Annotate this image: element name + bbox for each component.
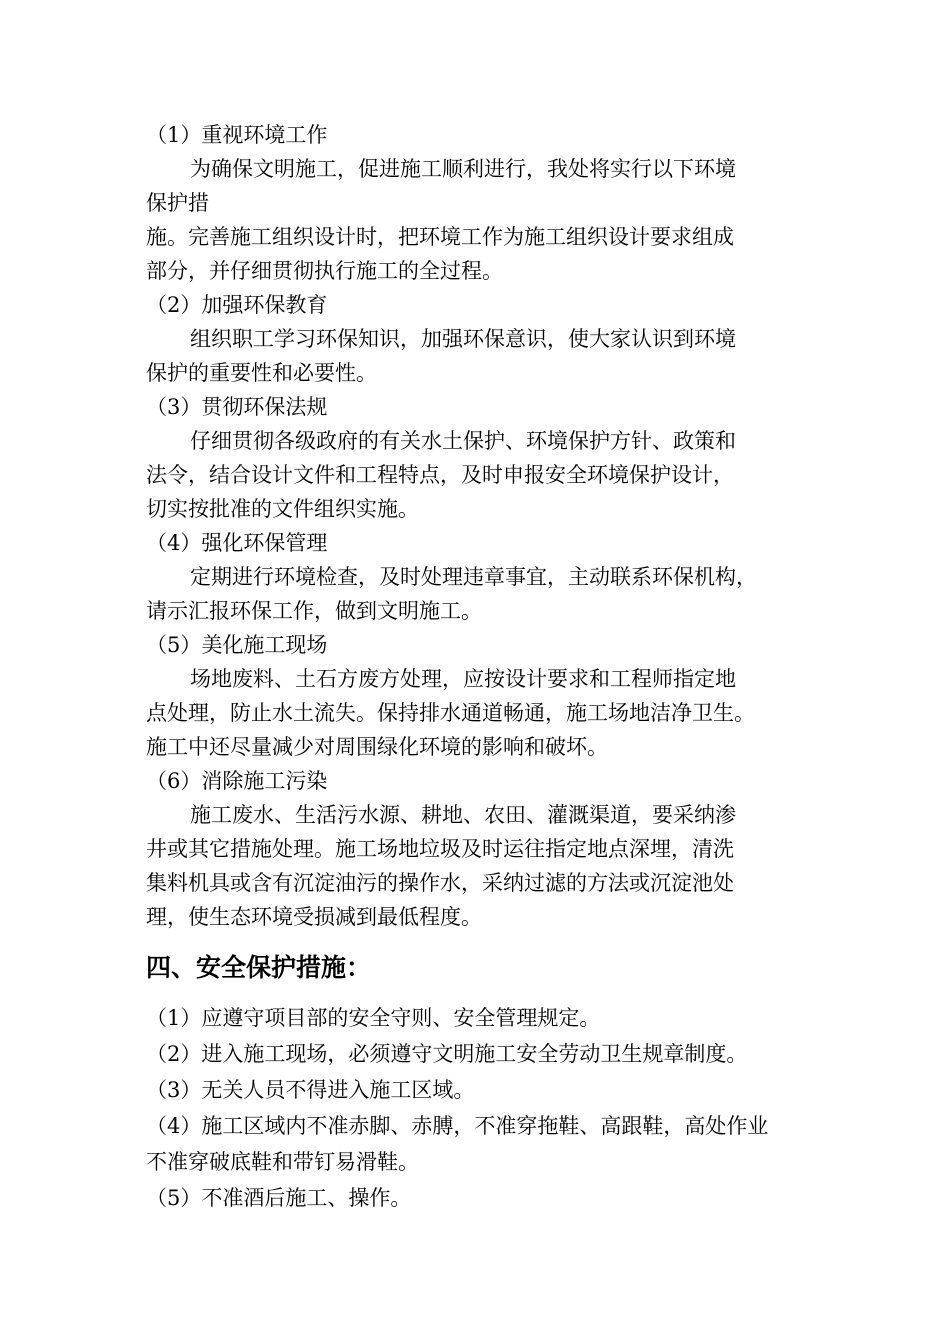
safety-item-line: 不准穿破底鞋和带钉易滑鞋。 [146, 1150, 419, 1174]
safety-section-title: 四、安全保护措施： [146, 953, 372, 982]
paragraph-line: 集料机具或含有沉淀油污的操作水，采纳过滤的方法或沉淀池处 [146, 871, 734, 895]
env-section-5 [146, 628, 810, 764]
env-section-2 [146, 288, 810, 390]
safety-item-5 [146, 1180, 810, 1216]
section-heading: （2）加强环保教育 [146, 293, 328, 317]
paragraph-line: 点处理，防止水土流失。保持排水通道畅通，施工场地洁净卫生。 [146, 701, 755, 725]
section-paragraph [146, 662, 810, 764]
safety-item-line: （2）进入施工现场，必须遵守文明施工安全劳动卫生规章制度。 [146, 1042, 748, 1066]
section-heading: （5）美化施工现场 [146, 633, 328, 657]
section-paragraph [146, 424, 810, 526]
safety-item-3 [146, 1072, 810, 1108]
paragraph-line: 请示汇报环保工作，做到文明施工。 [146, 599, 482, 623]
section-paragraph [146, 798, 810, 934]
safety-item-1 [146, 1000, 810, 1036]
paragraph-line: 为确保文明施工，促进施工顺利进行，我处将实行以下环境 [190, 157, 736, 181]
section-paragraph [146, 152, 810, 288]
paragraph-line: 法令，结合设计文件和工程特点，及时申报安全环境保护设计， [146, 463, 734, 487]
safety-item-2 [146, 1036, 810, 1072]
section-heading: （3）贯彻环保法规 [146, 395, 328, 419]
paragraph-line: 保护措 [146, 191, 209, 215]
env-section-3 [146, 390, 810, 526]
paragraph-line: 井或其它措施处理。施工场地垃圾及时运往指定地点深埋，清洗 [146, 837, 734, 861]
paragraph-line: 组织职工学习环保知识，加强环保意识，使大家认识到环境 [190, 327, 736, 351]
env-section-1 [146, 118, 810, 288]
section-heading: （4）强化环保管理 [146, 531, 328, 555]
safety-list [146, 1000, 810, 1216]
paragraph-line: 仔细贯彻各级政府的有关水土保护、环境保护方针、政策和 [190, 429, 736, 453]
paragraph-line: 施。完善施工组织设计时，把环境工作为施工组织设计要求组成 [146, 225, 734, 249]
section-paragraph [146, 560, 810, 628]
paragraph-line: 保护的重要性和必要性。 [146, 361, 377, 385]
paragraph-line: 理，使生态环境受损减到最低程度。 [146, 905, 482, 929]
paragraph-line: 部分，并仔细贯彻执行施工的全过程。 [146, 259, 503, 283]
safety-item-line: （1）应遵守项目部的安全守则、安全管理规定。 [146, 1006, 601, 1030]
paragraph-line: 施工中还尽量减少对周围绿化环境的影响和破坏。 [146, 735, 608, 759]
safety-item-line: （4）施工区域内不准赤脚、赤膊，不准穿拖鞋、高跟鞋，高处作业 [146, 1114, 769, 1138]
section-heading: （6）消除施工污染 [146, 769, 328, 793]
section-paragraph [146, 322, 810, 390]
safety-item-4 [146, 1108, 810, 1180]
safety-item-line: （3）无关人员不得进入施工区域。 [146, 1078, 475, 1102]
paragraph-line: 施工废水、生活污水源、耕地、农田、灌溉渠道，要采纳渗 [190, 803, 736, 827]
env-section-4 [146, 526, 810, 628]
paragraph-line: 场地废料、土石方废方处理，应按设计要求和工程师指定地 [190, 667, 736, 691]
paragraph-line: 定期进行环境检查，及时处理违章事宜，主动联系环保机构， [190, 565, 757, 589]
document-body [146, 118, 810, 1216]
section-heading: （1）重视环境工作 [146, 123, 328, 147]
paragraph-line: 切实按批准的文件组织实施。 [146, 497, 419, 521]
env-section-6 [146, 764, 810, 934]
safety-item-line: （5）不准酒后施工、操作。 [146, 1186, 412, 1210]
